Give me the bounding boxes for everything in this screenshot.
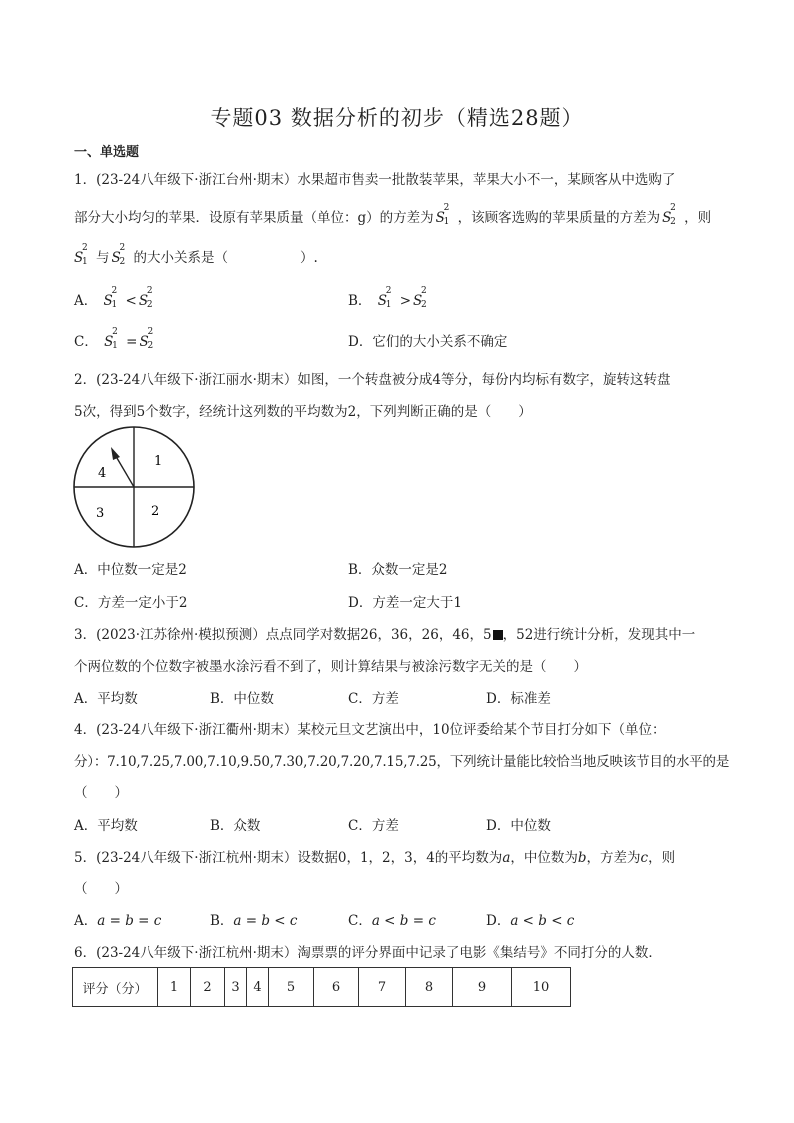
q4-option-a: A．平均数 xyxy=(74,818,138,834)
q4-line-1: 4．(23-24八年级下·浙江衢州·期末）某校元旦文艺演出中，10位评委给某个节目打分如下（单位： xyxy=(74,722,666,738)
sector-label-1: 1 xyxy=(154,454,163,469)
score-cell-5: 5 xyxy=(269,968,314,1007)
score-cell-2: 2 xyxy=(191,968,225,1007)
score-cell-8: 8 xyxy=(406,968,453,1007)
q3-option-c: C．方差 xyxy=(348,691,399,707)
score-cell-6: 6 xyxy=(314,968,359,1007)
q4-option-d: D．中位数 xyxy=(486,818,551,834)
spinner-figure xyxy=(72,425,196,549)
q1-option-a: A． S 2 1 < S 2 2 xyxy=(74,286,153,310)
q4-line-3: （ ） xyxy=(74,785,128,801)
q5-option-c: C．a < b = c xyxy=(348,913,436,929)
score-cell-10: 10 xyxy=(512,968,571,1007)
q3-option-b: B．中位数 xyxy=(210,691,274,707)
score-cell-4: 4 xyxy=(247,968,269,1007)
q5-line-2: （ ） xyxy=(74,881,128,897)
page-title: 专题03 数据分析的初步（精选28题） xyxy=(210,106,584,130)
q1-line-2: 部分大小均匀的苹果．设原有苹果质量（单位：g）的方差为 S 2 1 ，该顾客选购的苹果质量的方差为 S 2 2 ，则 xyxy=(74,203,712,227)
spinner-arrowhead xyxy=(111,447,120,460)
q3-option-a: A．平均数 xyxy=(74,691,138,707)
score-table xyxy=(72,967,571,1007)
section-heading: 一、单选题 xyxy=(74,145,140,160)
q1-option-d: D．它们的大小关系不确定 xyxy=(348,334,508,350)
q2-option-c: C．方差一定小于2 xyxy=(74,595,188,611)
table-row xyxy=(73,968,571,1007)
q4-line-2: 分）：7.10,7.25,7.00,7.10,9.50,7.30,7.20,7.20,7.15,7.25，下列统计量能比较恰当地反映该节目的水平的是 xyxy=(74,754,730,770)
q5-option-a: A．a = b = c xyxy=(74,913,162,929)
sector-label-3: 3 xyxy=(96,506,105,521)
q2-line-1: 2．(23-24八年级下·浙江丽水·期末）如图，一个转盘被分成4等分，每份内均标有数字，旋转这转盘 xyxy=(74,372,671,388)
q3-line-2: 个两位数的个位数字被墨水涂污看不到了，则计算结果与被涂污数字无关的是（ ） xyxy=(74,659,587,675)
q5-option-b: B．a = b < c xyxy=(210,913,298,929)
score-cell-9: 9 xyxy=(453,968,512,1007)
score-cell-1: 1 xyxy=(158,968,191,1007)
score-cell-3: 3 xyxy=(225,968,247,1007)
q5-line-1: 5．(23-24八年级下·浙江杭州·期末）设数据0，1，2，3，4的平均数为a，中位数为b，方差为c，则 xyxy=(74,850,676,866)
table-header-cell: 评分（分） xyxy=(73,968,158,1007)
q2-option-d: D．方差一定大于1 xyxy=(348,595,462,611)
q2-option-a: A．中位数一定是2 xyxy=(74,562,187,578)
sector-label-4: 4 xyxy=(98,466,107,481)
q4-option-b: B．众数 xyxy=(210,818,261,834)
q2-option-b: B．众数一定是2 xyxy=(348,562,448,578)
q1-option-c: C． S 2 1 = S 2 2 xyxy=(74,327,154,351)
q4-option-c: C．方差 xyxy=(348,818,399,834)
q3-line-1: 3．(2023·江苏徐州·模拟预测）点点同学对数据26，36，26，46，5 ，52进行统计分析，发现其中一 xyxy=(74,627,696,643)
q1-option-b: B． S 2 1 > S 2 2 xyxy=(348,286,427,310)
sector-label-2: 2 xyxy=(151,504,160,519)
q2-line-2: 5次，得到5个数字，经统计这列数的平均数为2，下列判断正确的是（ ） xyxy=(74,404,532,420)
q6-line-1: 6．(23-24八年级下·浙江杭州·期末）淘票票的评分界面中记录了电影《集结号》不同打分的人数． xyxy=(74,945,662,961)
ink-blot xyxy=(493,630,503,640)
q1-line-1: 1．(23-24八年级下·浙江台州·期末）水果超市售卖一批散装苹果，苹果大小不一，某顾客从中选购了 xyxy=(74,172,676,188)
q3-option-d: D．标准差 xyxy=(486,691,551,707)
q5-option-d: D．a < b < c xyxy=(486,913,575,929)
score-cell-7: 7 xyxy=(359,968,406,1007)
q1-line-3: S 2 1 与 S 2 2 的大小关系是（ ）. xyxy=(74,243,318,267)
